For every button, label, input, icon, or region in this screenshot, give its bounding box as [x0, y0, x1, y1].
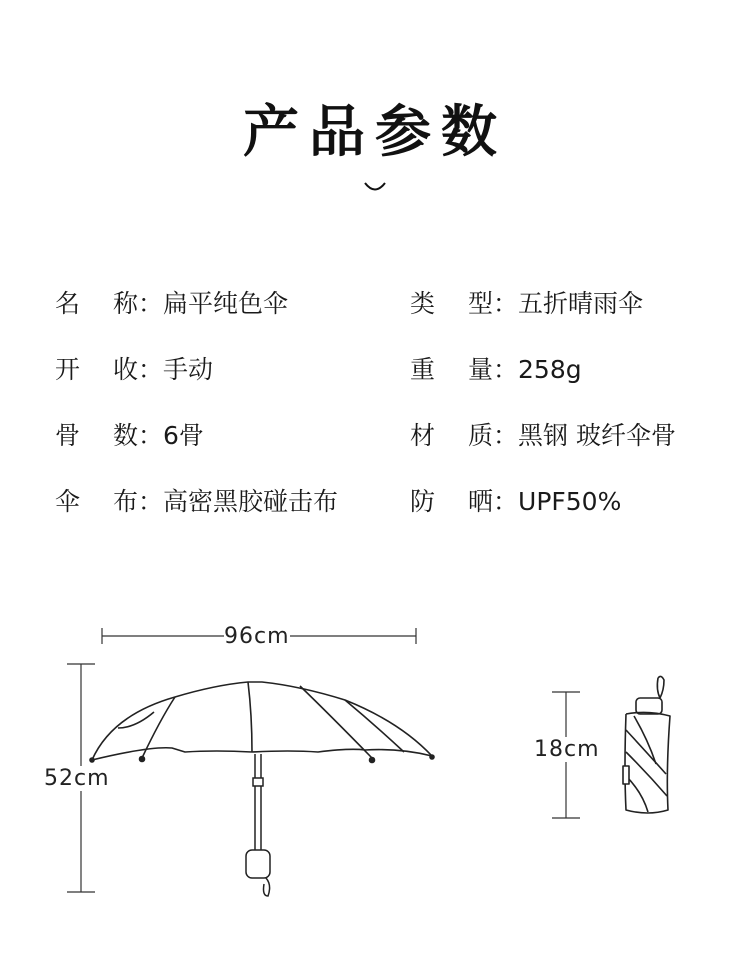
spec-key-char: 伞 [55, 487, 81, 516]
spec-item [410, 482, 621, 518]
spec-item [410, 416, 676, 452]
chevron-down-icon [363, 180, 387, 194]
spec-row [0, 482, 750, 522]
spec-key-char: 类 [410, 289, 436, 318]
page-title: 产品参数 [243, 100, 507, 165]
umbrella-shaft [246, 754, 270, 896]
spec-value: 手动 [163, 355, 214, 384]
spec-value: UPF50% [518, 487, 622, 516]
spec-key-char: 骨 [55, 421, 81, 450]
spec-key: 质： [468, 421, 519, 450]
spec-key-char: 防 [410, 487, 436, 516]
spec-value: 黑钢 玻纤伞骨 [518, 421, 676, 450]
spec-item [55, 416, 204, 452]
spec-value: 五折晴雨伞 [518, 289, 644, 318]
open-width-label: 96cm [224, 624, 290, 649]
spec-item [410, 284, 643, 320]
spec-key-char: 重 [410, 355, 436, 384]
spec-key: 量： [468, 355, 519, 384]
spec-key: 数： [113, 421, 164, 450]
spec-row [0, 416, 750, 456]
spec-row [0, 350, 750, 390]
spec-value: 扁平纯色伞 [163, 289, 289, 318]
spec-item [55, 350, 213, 386]
spec-key-char: 名 [55, 289, 81, 318]
spec-value: 高密黑胶碰击布 [163, 487, 339, 516]
spec-item [55, 482, 338, 518]
spec-key-char: 材 [410, 421, 436, 450]
spec-value: 6骨 [163, 421, 204, 450]
spec-key: 收： [113, 355, 164, 384]
spec-key: 型： [468, 289, 519, 318]
spec-key-char: 开 [55, 355, 81, 384]
spec-item [55, 284, 288, 320]
spec-value: 258g [518, 355, 582, 384]
spec-key: 称： [113, 289, 164, 318]
umbrella-canopy [90, 682, 434, 763]
spec-item [410, 350, 582, 386]
spec-row [0, 284, 750, 324]
folded-umbrella-body [623, 676, 670, 813]
spec-key: 布： [113, 487, 164, 516]
open-height-label: 52cm [44, 766, 110, 791]
folded-length-label: 18cm [534, 737, 600, 762]
spec-key: 晒： [468, 487, 519, 516]
